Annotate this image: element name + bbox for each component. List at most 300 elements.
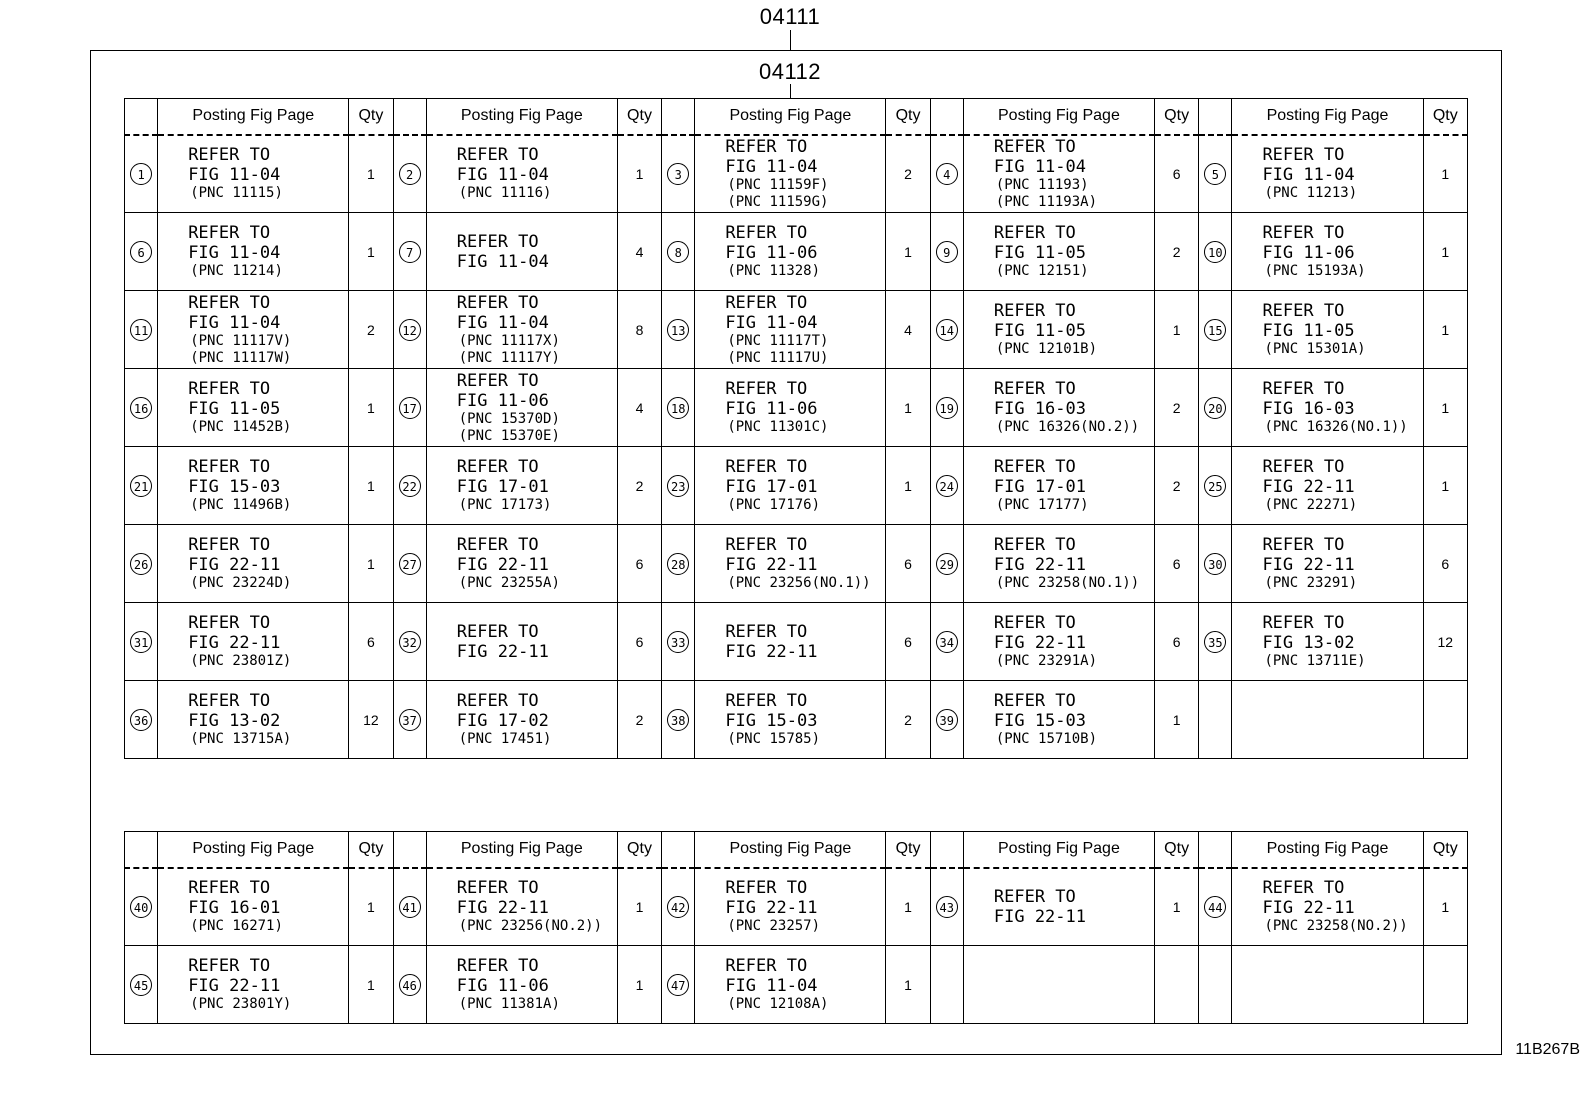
col-header-fig: Posting Fig Page xyxy=(695,832,886,868)
reference-cell[interactable] xyxy=(963,213,1154,291)
pnc-number: (PNC 11301C) xyxy=(727,419,829,435)
col-header-qty: Qty xyxy=(1423,832,1467,868)
refer-to-text: REFER TO xyxy=(993,691,1076,711)
fig-reference: FIG 17-01 xyxy=(456,477,549,497)
fig-reference: FIG 22-11 xyxy=(1262,898,1355,919)
pnc-number: (PNC 17176) xyxy=(727,497,821,513)
reference-cell[interactable] xyxy=(963,369,1154,447)
refer-to-text: REFER TO xyxy=(456,691,539,711)
reference-cell[interactable] xyxy=(158,603,349,681)
pnc-number: (PNC 17451) xyxy=(458,731,552,747)
fig-reference: FIG 11-06 xyxy=(456,976,549,996)
refer-to-text: REFER TO xyxy=(456,370,539,391)
empty-cell xyxy=(1199,681,1232,759)
fig-reference: FIG 22-11 xyxy=(725,898,818,919)
refer-to-text: REFER TO xyxy=(1262,379,1345,399)
refer-to-text: REFER TO xyxy=(188,613,271,633)
fig-reference: FIG 13-02 xyxy=(1262,633,1355,653)
fig-reference: FIG 22-11 xyxy=(993,633,1086,653)
part-number-badge: 32 xyxy=(399,631,421,653)
empty-cell xyxy=(1423,681,1467,759)
col-header-index xyxy=(125,99,158,135)
refer-to-text: REFER TO xyxy=(725,956,808,976)
reference-cell[interactable] xyxy=(695,213,886,291)
quantity: 1 xyxy=(617,946,661,1024)
empty-cell xyxy=(1232,681,1423,759)
part-index xyxy=(393,603,426,681)
quantity: 1 xyxy=(349,135,393,213)
part-number-badge: 14 xyxy=(936,319,958,341)
part-index xyxy=(930,135,963,213)
quantity: 6 xyxy=(886,603,930,681)
quantity: 8 xyxy=(617,291,661,369)
fig-reference: FIG 11-04 xyxy=(1262,165,1355,186)
reference-cell[interactable] xyxy=(695,946,886,1024)
refer-to-text: REFER TO xyxy=(188,878,271,899)
reference-cell[interactable] xyxy=(158,213,349,291)
reference-cell[interactable] xyxy=(158,525,349,603)
col-header-qty: Qty xyxy=(886,832,930,868)
fig-reference: FIG 11-05 xyxy=(1262,321,1355,341)
part-number-badge: 45 xyxy=(130,974,152,996)
part-index xyxy=(125,369,158,447)
fig-reference: FIG 11-06 xyxy=(456,390,549,411)
part-index xyxy=(930,525,963,603)
part-number-badge: 42 xyxy=(667,896,689,918)
reference-cell[interactable] xyxy=(158,291,349,369)
pnc-number: (PNC 11159F) xyxy=(727,176,829,193)
refer-to-text: REFER TO xyxy=(1262,535,1345,555)
part-index xyxy=(662,681,695,759)
sub-code: 04112 xyxy=(758,59,822,84)
part-index xyxy=(393,369,426,447)
part-index xyxy=(662,868,695,946)
part-index xyxy=(125,946,158,1024)
refer-to-text: REFER TO xyxy=(188,956,271,976)
col-header-fig: Posting Fig Page xyxy=(1232,832,1423,868)
part-index xyxy=(662,135,695,213)
part-index xyxy=(1199,525,1232,603)
part-index xyxy=(125,681,158,759)
refer-to-text: REFER TO xyxy=(1262,145,1345,166)
refer-to-text: REFER TO xyxy=(456,878,539,899)
pnc-number: (PNC 11381A) xyxy=(458,996,560,1012)
reference-cell[interactable] xyxy=(158,135,349,213)
part-number-badge: 6 xyxy=(130,241,152,263)
reference-cell[interactable] xyxy=(158,369,349,447)
col-header-fig: Posting Fig Page xyxy=(158,99,349,135)
pnc-number: (PNC 23801Z) xyxy=(190,653,292,669)
refer-to-text: REFER TO xyxy=(1262,301,1345,321)
refer-to-text: REFER TO xyxy=(188,535,271,555)
part-number-badge: 1 xyxy=(130,163,152,185)
quantity: 4 xyxy=(886,291,930,369)
col-header-index xyxy=(125,832,158,868)
refer-to-text: REFER TO xyxy=(188,292,271,313)
part-index xyxy=(393,447,426,525)
refer-to-text: REFER TO xyxy=(993,301,1076,321)
pnc-number: (PNC 17173) xyxy=(458,497,552,513)
fig-reference: FIG 22-11 xyxy=(1262,477,1355,497)
reference-cell[interactable] xyxy=(426,369,617,447)
reference-cell[interactable] xyxy=(1232,291,1423,369)
reference-cell[interactable] xyxy=(963,868,1154,946)
part-number-badge: 2 xyxy=(399,163,421,185)
pnc-number: (PNC 23256(NO.1)) xyxy=(727,575,871,591)
pnc-number: (PNC 11117Y) xyxy=(458,349,560,366)
part-number-badge: 34 xyxy=(936,631,958,653)
quantity: 1 xyxy=(617,135,661,213)
quantity: 6 xyxy=(1155,525,1199,603)
pnc-number: (PNC 15370D) xyxy=(458,410,560,427)
fig-reference: FIG 22-11 xyxy=(993,906,1086,927)
quantity: 1 xyxy=(1155,291,1199,369)
part-index xyxy=(125,603,158,681)
quantity: 1 xyxy=(1155,681,1199,759)
part-number-badge: 11 xyxy=(130,319,152,341)
pnc-number: (PNC 11496B) xyxy=(190,497,292,513)
refer-to-text: REFER TO xyxy=(188,145,271,166)
part-number-badge: 3 xyxy=(667,163,689,185)
table-row xyxy=(125,291,1468,369)
pnc-number: (PNC 11193) xyxy=(995,176,1089,193)
part-index xyxy=(393,525,426,603)
reference-cell[interactable] xyxy=(695,369,886,447)
empty-cell xyxy=(1155,946,1199,1024)
part-index xyxy=(393,681,426,759)
pnc-number: (PNC 11193A) xyxy=(995,193,1098,210)
quantity: 1 xyxy=(349,369,393,447)
part-number-badge: 35 xyxy=(1204,631,1226,653)
reference-cell[interactable] xyxy=(1232,213,1423,291)
part-number-badge: 19 xyxy=(936,397,958,419)
reference-cell[interactable] xyxy=(426,868,617,946)
fig-reference: FIG 11-05 xyxy=(188,399,281,419)
pnc-number: (PNC 13715A) xyxy=(190,731,292,747)
col-header-qty: Qty xyxy=(349,832,393,868)
pnc-number: (PNC 15193A) xyxy=(1264,263,1366,279)
quantity: 1 xyxy=(886,369,930,447)
pnc-number: (PNC 11117W) xyxy=(190,349,292,366)
fig-reference: FIG 22-11 xyxy=(725,641,818,662)
part-index xyxy=(125,213,158,291)
quantity: 2 xyxy=(617,447,661,525)
part-number-badge: 13 xyxy=(667,319,689,341)
fig-reference: FIG 11-04 xyxy=(188,312,281,333)
fig-reference: FIG 15-03 xyxy=(993,711,1086,731)
part-number-badge: 27 xyxy=(399,553,421,575)
pnc-number: (PNC 12101B) xyxy=(995,341,1098,357)
reference-cell[interactable] xyxy=(963,135,1154,213)
quantity: 1 xyxy=(349,447,393,525)
reference-cell[interactable] xyxy=(158,868,349,946)
quantity: 6 xyxy=(349,603,393,681)
refer-to-text: REFER TO xyxy=(993,379,1076,399)
reference-cell[interactable] xyxy=(158,946,349,1024)
refer-to-text: REFER TO xyxy=(725,223,808,243)
part-number-badge: 10 xyxy=(1204,241,1226,263)
reference-cell[interactable] xyxy=(426,603,617,681)
illustration-code: 11B267B xyxy=(1515,1041,1580,1058)
quantity: 2 xyxy=(1155,447,1199,525)
fig-reference: FIG 11-04 xyxy=(456,312,549,333)
refer-to-text: REFER TO xyxy=(188,223,271,243)
table-row xyxy=(125,603,1468,681)
reference-cell[interactable] xyxy=(158,447,349,525)
reference-cell[interactable] xyxy=(426,681,617,759)
reference-cell[interactable] xyxy=(695,291,886,369)
group-code: 04111 xyxy=(759,4,821,29)
part-index xyxy=(930,681,963,759)
pnc-number: (PNC 23256(NO.2)) xyxy=(458,918,603,935)
table-row xyxy=(125,525,1468,603)
part-number-badge: 22 xyxy=(399,475,421,497)
refer-to-text: REFER TO xyxy=(725,691,808,711)
refer-to-text: REFER TO xyxy=(456,535,539,555)
quantity: 1 xyxy=(886,213,930,291)
quantity: 1 xyxy=(1423,369,1467,447)
part-index xyxy=(393,868,426,946)
quantity: 2 xyxy=(1155,213,1199,291)
pnc-number: (PNC 11213) xyxy=(1264,185,1358,202)
quantity: 1 xyxy=(617,868,661,946)
refer-to-text: REFER TO xyxy=(725,457,808,477)
part-index xyxy=(662,291,695,369)
refer-to-text: REFER TO xyxy=(1262,613,1345,633)
table-row xyxy=(125,447,1468,525)
reference-cell[interactable] xyxy=(963,447,1154,525)
empty-cell xyxy=(963,946,1154,1024)
col-header-index xyxy=(662,99,695,135)
fig-reference: FIG 11-06 xyxy=(725,399,818,419)
table-row xyxy=(125,868,1468,946)
part-index xyxy=(1199,447,1232,525)
refer-to-text: REFER TO xyxy=(188,691,271,711)
part-index xyxy=(1199,603,1232,681)
quantity: 6 xyxy=(617,525,661,603)
quantity: 4 xyxy=(617,369,661,447)
fig-reference: FIG 16-01 xyxy=(188,898,281,919)
reference-cell[interactable] xyxy=(426,291,617,369)
quantity: 1 xyxy=(349,946,393,1024)
refer-to-text: REFER TO xyxy=(993,535,1076,555)
fig-reference: FIG 13-02 xyxy=(188,711,281,731)
col-header-fig: Posting Fig Page xyxy=(963,832,1154,868)
part-index xyxy=(125,447,158,525)
fig-reference: FIG 16-03 xyxy=(993,399,1086,419)
fig-reference: FIG 22-11 xyxy=(725,555,818,575)
part-index xyxy=(125,868,158,946)
quantity: 6 xyxy=(617,603,661,681)
part-index xyxy=(930,291,963,369)
pnc-number: (PNC 23224D) xyxy=(190,575,292,591)
reference-cell[interactable] xyxy=(1232,525,1423,603)
fig-reference: FIG 11-06 xyxy=(725,243,818,263)
pnc-number: (PNC 11328) xyxy=(727,263,821,279)
quantity: 1 xyxy=(349,525,393,603)
refer-to-text: REFER TO xyxy=(993,457,1076,477)
quantity: 12 xyxy=(349,681,393,759)
col-header-fig: Posting Fig Page xyxy=(963,99,1154,135)
pnc-number: (PNC 11115) xyxy=(190,185,283,202)
reference-cell[interactable] xyxy=(695,603,886,681)
quantity: 1 xyxy=(886,868,930,946)
part-index xyxy=(930,868,963,946)
part-index xyxy=(662,213,695,291)
reference-cell[interactable] xyxy=(1232,369,1423,447)
refer-to-text: REFER TO xyxy=(725,878,808,899)
pnc-number: (PNC 11117X) xyxy=(458,332,560,349)
reference-cell[interactable] xyxy=(1232,868,1423,946)
quantity: 2 xyxy=(1155,369,1199,447)
part-index xyxy=(930,213,963,291)
fig-reference: FIG 11-05 xyxy=(993,243,1086,263)
table-row xyxy=(125,213,1468,291)
part-index xyxy=(662,369,695,447)
quantity: 1 xyxy=(349,213,393,291)
pnc-number: (PNC 11452B) xyxy=(190,419,292,435)
quantity: 1 xyxy=(1423,447,1467,525)
part-index xyxy=(930,369,963,447)
reference-cell[interactable] xyxy=(1232,603,1423,681)
quantity: 2 xyxy=(886,681,930,759)
reference-cell[interactable] xyxy=(963,603,1154,681)
parts-table-1 xyxy=(124,98,1468,759)
reference-cell[interactable] xyxy=(695,868,886,946)
empty-cell xyxy=(930,946,963,1024)
reference-cell[interactable] xyxy=(695,135,886,213)
sub-code-leader xyxy=(790,84,791,99)
quantity: 1 xyxy=(1423,213,1467,291)
reference-cell[interactable] xyxy=(426,213,617,291)
table-row xyxy=(125,135,1468,213)
fig-reference: FIG 11-05 xyxy=(993,321,1086,341)
part-index xyxy=(393,946,426,1024)
col-header-fig: Posting Fig Page xyxy=(1232,99,1423,135)
part-index xyxy=(930,603,963,681)
pnc-number: (PNC 16271) xyxy=(190,918,283,935)
refer-to-text: REFER TO xyxy=(725,292,808,313)
part-number-badge: 23 xyxy=(667,475,689,497)
part-number-badge: 12 xyxy=(399,319,421,341)
reference-cell[interactable] xyxy=(963,291,1154,369)
fig-reference: FIG 11-04 xyxy=(456,165,549,186)
table-row xyxy=(125,681,1468,759)
fig-reference: FIG 11-04 xyxy=(188,165,281,186)
reference-cell[interactable] xyxy=(426,525,617,603)
part-index xyxy=(662,447,695,525)
part-number-badge: 20 xyxy=(1204,397,1226,419)
part-index xyxy=(393,213,426,291)
quantity: 6 xyxy=(1155,135,1199,213)
pnc-number: (PNC 17177) xyxy=(995,497,1089,513)
reference-cell[interactable] xyxy=(695,447,886,525)
refer-to-text: REFER TO xyxy=(456,145,539,166)
fig-reference: FIG 11-04 xyxy=(993,156,1086,177)
refer-to-text: REFER TO xyxy=(725,621,808,642)
col-header-fig: Posting Fig Page xyxy=(695,99,886,135)
quantity: 2 xyxy=(617,681,661,759)
pnc-number: (PNC 15785) xyxy=(727,731,821,747)
part-number-badge: 36 xyxy=(130,709,152,731)
pnc-number: (PNC 12108A) xyxy=(727,996,829,1012)
empty-cell xyxy=(1232,946,1423,1024)
col-header-index xyxy=(930,99,963,135)
reference-cell[interactable] xyxy=(1232,447,1423,525)
part-number-badge: 16 xyxy=(130,397,152,419)
pnc-number: (PNC 23291) xyxy=(1264,575,1358,591)
reference-cell[interactable] xyxy=(963,681,1154,759)
col-header-qty: Qty xyxy=(349,99,393,135)
quantity: 6 xyxy=(1423,525,1467,603)
reference-cell[interactable] xyxy=(158,681,349,759)
part-number-badge: 25 xyxy=(1204,475,1226,497)
quantity: 1 xyxy=(886,447,930,525)
part-number-badge: 15 xyxy=(1204,319,1226,341)
quantity: 1 xyxy=(1423,135,1467,213)
part-index xyxy=(1199,291,1232,369)
col-header-index xyxy=(662,832,695,868)
fig-reference: FIG 22-11 xyxy=(188,976,281,996)
refer-to-text: REFER TO xyxy=(1262,878,1345,899)
fig-reference: FIG 11-06 xyxy=(1262,243,1355,263)
group-code-leader xyxy=(790,30,791,50)
table-row xyxy=(125,946,1468,1024)
pnc-number: (PNC 11214) xyxy=(190,263,283,279)
col-header-index xyxy=(1199,99,1232,135)
reference-cell[interactable] xyxy=(426,135,617,213)
part-number-badge: 21 xyxy=(130,475,152,497)
reference-cell[interactable] xyxy=(695,681,886,759)
quantity: 4 xyxy=(617,213,661,291)
reference-cell[interactable] xyxy=(963,525,1154,603)
pnc-number: (PNC 23291A) xyxy=(995,653,1098,669)
fig-reference: FIG 22-11 xyxy=(1262,555,1355,575)
reference-cell[interactable] xyxy=(426,447,617,525)
fig-reference: FIG 15-03 xyxy=(188,477,281,497)
col-header-fig: Posting Fig Page xyxy=(158,832,349,868)
fig-reference: FIG 15-03 xyxy=(725,711,818,731)
part-number-badge: 18 xyxy=(667,397,689,419)
refer-to-text: REFER TO xyxy=(1262,223,1345,243)
col-header-index xyxy=(393,832,426,868)
part-number-badge: 26 xyxy=(130,553,152,575)
fig-reference: FIG 22-11 xyxy=(456,555,549,575)
pnc-number: (PNC 15710B) xyxy=(995,731,1098,747)
fig-reference: FIG 17-01 xyxy=(725,477,818,497)
part-number-badge: 33 xyxy=(667,631,689,653)
part-number-badge: 47 xyxy=(667,974,689,996)
part-number-badge: 31 xyxy=(130,631,152,653)
refer-to-text: REFER TO xyxy=(993,223,1076,243)
part-number-badge: 41 xyxy=(399,896,421,918)
fig-reference: FIG 11-04 xyxy=(725,976,818,996)
part-number-badge: 9 xyxy=(936,241,958,263)
part-number-badge: 40 xyxy=(130,896,152,918)
col-header-qty: Qty xyxy=(617,99,661,135)
reference-cell[interactable] xyxy=(1232,135,1423,213)
quantity: 12 xyxy=(1423,603,1467,681)
reference-cell[interactable] xyxy=(695,525,886,603)
pnc-number: (PNC 15370E) xyxy=(458,427,560,444)
fig-reference: FIG 22-11 xyxy=(456,898,549,919)
col-header-qty: Qty xyxy=(617,832,661,868)
reference-cell[interactable] xyxy=(426,946,617,1024)
quantity: 1 xyxy=(886,946,930,1024)
pnc-number: (PNC 23255A) xyxy=(458,575,560,591)
pnc-number: (PNC 11117V) xyxy=(190,332,292,349)
table-row xyxy=(125,369,1468,447)
